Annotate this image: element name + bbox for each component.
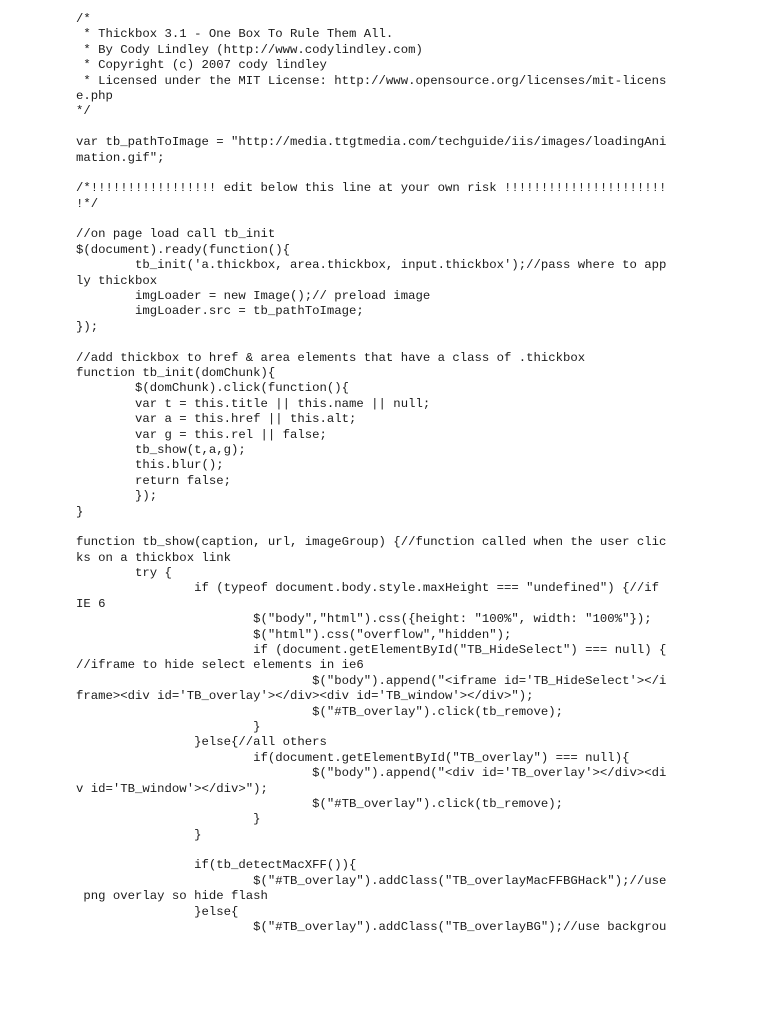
code-line: }); — [76, 319, 99, 334]
code-line — [76, 212, 676, 227]
code-line: $("body").append("<iframe id='TB_HideSelect'></i — [76, 673, 667, 688]
code-line: $("#TB_overlay").addClass("TB_overlayBG");//use backgrou — [76, 920, 667, 935]
code-line: * By Cody Lindley (http://www.codylindley.com) — [76, 42, 423, 57]
code-line: var g = this.rel || false; — [76, 427, 327, 442]
code-line: }else{//all others — [76, 735, 327, 750]
code-line: $("#TB_overlay").click(tb_remove); — [76, 796, 564, 811]
code-line: } — [76, 504, 84, 519]
code-line: * Licensed under the MIT License: http://www.opensource.org/licenses/mit-licens — [76, 73, 667, 88]
code-line — [76, 166, 676, 181]
code-line: $("#TB_overlay").click(tb_remove); — [76, 704, 564, 719]
code-line: } — [76, 827, 202, 842]
code-line — [76, 120, 676, 135]
code-line: //iframe to hide select elements in ie6 — [76, 658, 364, 673]
code-line: ks on a thickbox link — [76, 550, 231, 565]
code-line: imgLoader = new Image();// preload image — [76, 289, 431, 304]
code-line: tb_show(t,a,g); — [76, 442, 246, 457]
code-line: ly thickbox — [76, 273, 158, 288]
code-line: try { — [76, 566, 172, 581]
code-line: * Copyright (c) 2007 cody lindley — [76, 58, 327, 73]
code-line: tb_init('a.thickbox, area.thickbox, input.thickbox');//pass where to app — [76, 258, 667, 273]
code-line: this.blur(); — [76, 458, 224, 473]
code-line: $(document).ready(function(){ — [76, 242, 291, 257]
code-line: function tb_init(domChunk){ — [76, 365, 276, 380]
code-line: $("#TB_overlay").addClass("TB_overlayMacFFBGHack");//use — [76, 873, 667, 888]
code-line: /* — [76, 12, 91, 26]
code-listing — [76, 12, 676, 935]
code-line: return false; — [76, 473, 231, 488]
code-line: } — [76, 812, 261, 827]
code-line: var a = this.href || this.alt; — [76, 412, 357, 427]
code-line: var t = this.title || this.name || null; — [76, 396, 431, 411]
code-line: //add thickbox to href & area elements that have a class of .thickbox — [76, 350, 586, 365]
code-line: */ — [76, 104, 91, 119]
code-line: if (document.getElementById("TB_HideSelect") === null) { — [76, 643, 667, 658]
code-line: !*/ — [76, 196, 99, 211]
code-line: if(tb_detectMacXFF()){ — [76, 858, 357, 873]
code-line — [76, 520, 676, 535]
code-line — [76, 335, 676, 350]
code-line: //on page load call tb_init — [76, 227, 276, 242]
code-line: png overlay so hide flash — [76, 889, 268, 904]
code-line — [76, 843, 676, 858]
code-line: }); — [76, 489, 158, 504]
code-line: }else{ — [76, 904, 239, 919]
code-line: } — [76, 719, 261, 734]
code-line: frame><div id='TB_overlay'></div><div id='TB_window'></div>"); — [76, 689, 534, 704]
code-line: var tb_pathToImage = "http://media.ttgtmedia.com/techguide/iis/images/loadingAni — [76, 135, 667, 150]
code-line: mation.gif"; — [76, 150, 165, 165]
code-line: * Thickbox 3.1 - One Box To Rule Them All. — [76, 27, 394, 42]
code-line: function tb_show(caption, url, imageGroup) {//function called when the user clic — [76, 535, 667, 550]
code-line: v id='TB_window'></div>"); — [76, 781, 268, 796]
code-line: if(document.getElementById("TB_overlay") === null){ — [76, 750, 630, 765]
code-line: IE 6 — [76, 596, 106, 611]
code-line: $(domChunk).click(function(){ — [76, 381, 350, 396]
code-line: /*!!!!!!!!!!!!!!!!! edit below this line at your own risk !!!!!!!!!!!!!!!!!!!!!! — [76, 181, 667, 196]
code-line: $("body").append("<div id='TB_overlay'></div><di — [76, 766, 667, 781]
code-line: $("body","html").css({height: "100%", width: "100%"}); — [76, 612, 652, 627]
code-line: imgLoader.src = tb_pathToImage; — [76, 304, 364, 319]
code-line: if (typeof document.body.style.maxHeight === "undefined") {//if — [76, 581, 659, 596]
code-line: $("html").css("overflow","hidden"); — [76, 627, 512, 642]
code-line: e.php — [76, 88, 113, 103]
